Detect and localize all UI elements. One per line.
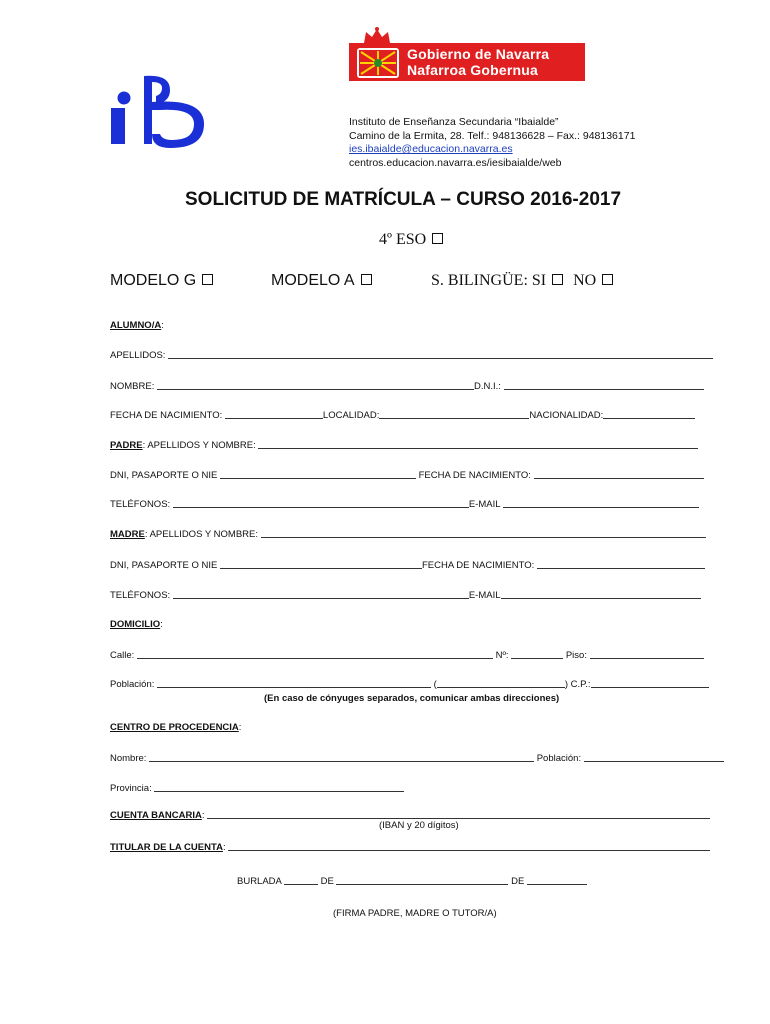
- mes-field[interactable]: [336, 875, 508, 885]
- page-title: SOLICITUD DE MATRÍCULA – CURSO 2016-2017: [185, 189, 622, 210]
- piso-field[interactable]: [590, 649, 704, 659]
- numero-label: Nº:: [495, 650, 509, 661]
- madre-fecha-field[interactable]: [537, 559, 705, 569]
- alumno-nombre-row: [110, 380, 704, 392]
- cp-field[interactable]: [591, 678, 709, 688]
- bilingue-option: [431, 272, 613, 290]
- padre-fecha-field[interactable]: [534, 469, 704, 479]
- piso-label: Piso:: [565, 650, 587, 661]
- dni-field[interactable]: [504, 380, 704, 390]
- gov-line-2: Nafarroa Gobernua: [407, 62, 538, 78]
- domicilio-section-title: DOMICILIO: [110, 619, 161, 630]
- modelo-g-label: MODELO G: [110, 272, 197, 289]
- madre-fecha-label: FECHA DE NACIMIENTO:: [421, 560, 535, 571]
- madre-apellidos-label: : APELLIDOS Y NOMBRE:: [144, 529, 259, 540]
- separados-note: (En caso de cónyuges separados, comunicar ambas direcciones): [264, 693, 560, 704]
- centro-section-title: CENTRO DE PROCEDENCIA: [110, 722, 239, 733]
- anio-field[interactable]: [527, 875, 587, 885]
- calle-field[interactable]: [137, 649, 493, 659]
- apellidos-label: APELLIDOS:: [110, 350, 166, 361]
- gov-line-1: Gobierno de Navarra: [407, 46, 550, 62]
- cuenta-field[interactable]: [207, 809, 710, 819]
- dni-label: D.N.I.:: [473, 381, 501, 392]
- course-checkbox[interactable]: [432, 233, 443, 244]
- no-label: NO: [573, 272, 597, 289]
- cuenta-section-title: CUENTA BANCARIA: [110, 810, 202, 821]
- domicilio-poblacion-row: Población: ( ) C.P.:: [110, 678, 709, 690]
- nacionalidad-label: NACIONALIDAD:: [529, 410, 604, 421]
- dia-field[interactable]: [284, 875, 318, 885]
- nombre-field[interactable]: [157, 380, 474, 390]
- madre-nombre-field[interactable]: [261, 528, 706, 538]
- bilingue-no-checkbox[interactable]: [602, 274, 613, 285]
- modelo-g-option: [110, 272, 213, 290]
- padre-email-field[interactable]: [503, 498, 699, 508]
- padre-telefonos-field[interactable]: [173, 498, 469, 508]
- provincia-paren-field[interactable]: [437, 678, 565, 688]
- fecha-nacimiento-label: FECHA DE NACIMIENTO:: [110, 410, 223, 421]
- madre-dni-label: DNI, PASAPORTE O NIE: [110, 560, 218, 571]
- de-label-2: DE: [511, 876, 525, 887]
- school-logo: [108, 72, 208, 152]
- iban-note: (IBAN y 20 dígitos): [379, 820, 459, 831]
- bilingue-label: S. BILINGÜE: SI: [431, 272, 547, 289]
- school-email-link[interactable]: ies.ibaialde@educacion.navarra.es: [349, 143, 513, 155]
- padre-telefonos-label: TELÉFONOS:: [110, 499, 171, 510]
- course-option: [379, 231, 443, 249]
- padre-dni-row: [110, 469, 704, 481]
- centro-nombre-label: Nombre:: [110, 753, 147, 764]
- school-web: centros.educacion.navarra.es/iesibaialde/web: [349, 156, 562, 169]
- alumno-fecha-row: [110, 409, 695, 421]
- gov-navarra-banner: [349, 43, 585, 81]
- madre-section-title: MADRE: [110, 529, 145, 540]
- modelo-a-option: [271, 272, 372, 290]
- provincia-label: Provincia:: [110, 783, 152, 794]
- cp-label: C.P.:: [570, 679, 591, 690]
- provincia-field[interactable]: [154, 782, 404, 792]
- madre-telefonos-label: TELÉFONOS:: [110, 590, 171, 601]
- madre-dni-row: [110, 559, 705, 571]
- padre-section-title: PADRE: [110, 440, 143, 451]
- modelo-a-checkbox[interactable]: [361, 274, 372, 285]
- calle-label: Calle:: [110, 650, 135, 661]
- madre-telefonos-row: [110, 589, 701, 601]
- alumno-apellidos-row: [110, 349, 713, 361]
- navarra-shield-icon: [357, 48, 399, 78]
- burlada-label: BURLADA: [237, 876, 282, 887]
- modelo-g-checkbox[interactable]: [202, 274, 213, 285]
- centro-poblacion-label: Población:: [536, 753, 582, 764]
- de-label-1: DE: [320, 876, 334, 887]
- centro-nombre-row: [110, 752, 724, 764]
- alumno-heading: ALUMNO/A:: [110, 320, 164, 331]
- centro-provincia-row: [110, 782, 404, 794]
- numero-field[interactable]: [511, 649, 563, 659]
- localidad-label: LOCALIDAD:: [322, 410, 380, 421]
- school-info: [349, 116, 635, 170]
- padre-nombre-row: [110, 439, 698, 451]
- madre-email-field[interactable]: [501, 589, 701, 599]
- alumno-section-title: ALUMNO/A: [110, 320, 162, 331]
- madre-email-label: E-MAIL: [468, 590, 501, 601]
- padre-dni-field[interactable]: [220, 469, 416, 479]
- madre-dni-field[interactable]: [220, 559, 422, 569]
- padre-apellidos-label: : APELLIDOS Y NOMBRE:: [142, 440, 256, 451]
- titular-section-title: TITULAR DE LA CUENTA: [110, 842, 223, 853]
- bilingue-si-checkbox[interactable]: [552, 274, 563, 285]
- centro-poblacion-field[interactable]: [584, 752, 724, 762]
- localidad-field[interactable]: [379, 409, 529, 419]
- padre-telefonos-row: [110, 498, 699, 510]
- apellidos-field[interactable]: [168, 349, 713, 359]
- domicilio-calle-row: [110, 649, 704, 661]
- domicilio-heading: DOMICILIO:: [110, 619, 163, 630]
- ibaialde-logo-icon: [108, 72, 208, 152]
- fecha-firma-row: [237, 875, 587, 887]
- poblacion-label: Población:: [110, 679, 155, 690]
- poblacion-field[interactable]: [157, 678, 431, 688]
- madre-telefonos-field[interactable]: [173, 589, 469, 599]
- centro-nombre-field[interactable]: [149, 752, 534, 762]
- titular-row: TITULAR DE LA CUENTA:: [110, 841, 710, 853]
- padre-nombre-field[interactable]: [258, 439, 698, 449]
- titular-field[interactable]: [228, 841, 710, 851]
- firma-label: (FIRMA PADRE, MADRE O TUTOR/A): [333, 908, 497, 919]
- fecha-nacimiento-field[interactable]: [225, 409, 323, 419]
- school-address: Camino de la Ermita, 28. Telf.: 948136628 – Fax.: 948136171: [349, 129, 636, 142]
- madre-nombre-row: [110, 528, 706, 540]
- school-name: Instituto de Enseñanza Secundaria “Ibaialde”: [349, 116, 559, 128]
- padre-dni-label: DNI, PASAPORTE O NIE: [110, 470, 218, 481]
- modelo-a-label: MODELO A: [271, 272, 355, 289]
- padre-fecha-label: FECHA DE NACIMIENTO:: [418, 470, 531, 481]
- nacionalidad-field[interactable]: [603, 409, 695, 419]
- course-label: 4º ESO: [379, 231, 427, 248]
- cuenta-row: CUENTA BANCARIA:: [110, 809, 710, 821]
- nombre-label: NOMBRE:: [110, 381, 155, 392]
- padre-email-label: E-MAIL: [468, 499, 501, 510]
- centro-heading: CENTRO DE PROCEDENCIA:: [110, 722, 242, 733]
